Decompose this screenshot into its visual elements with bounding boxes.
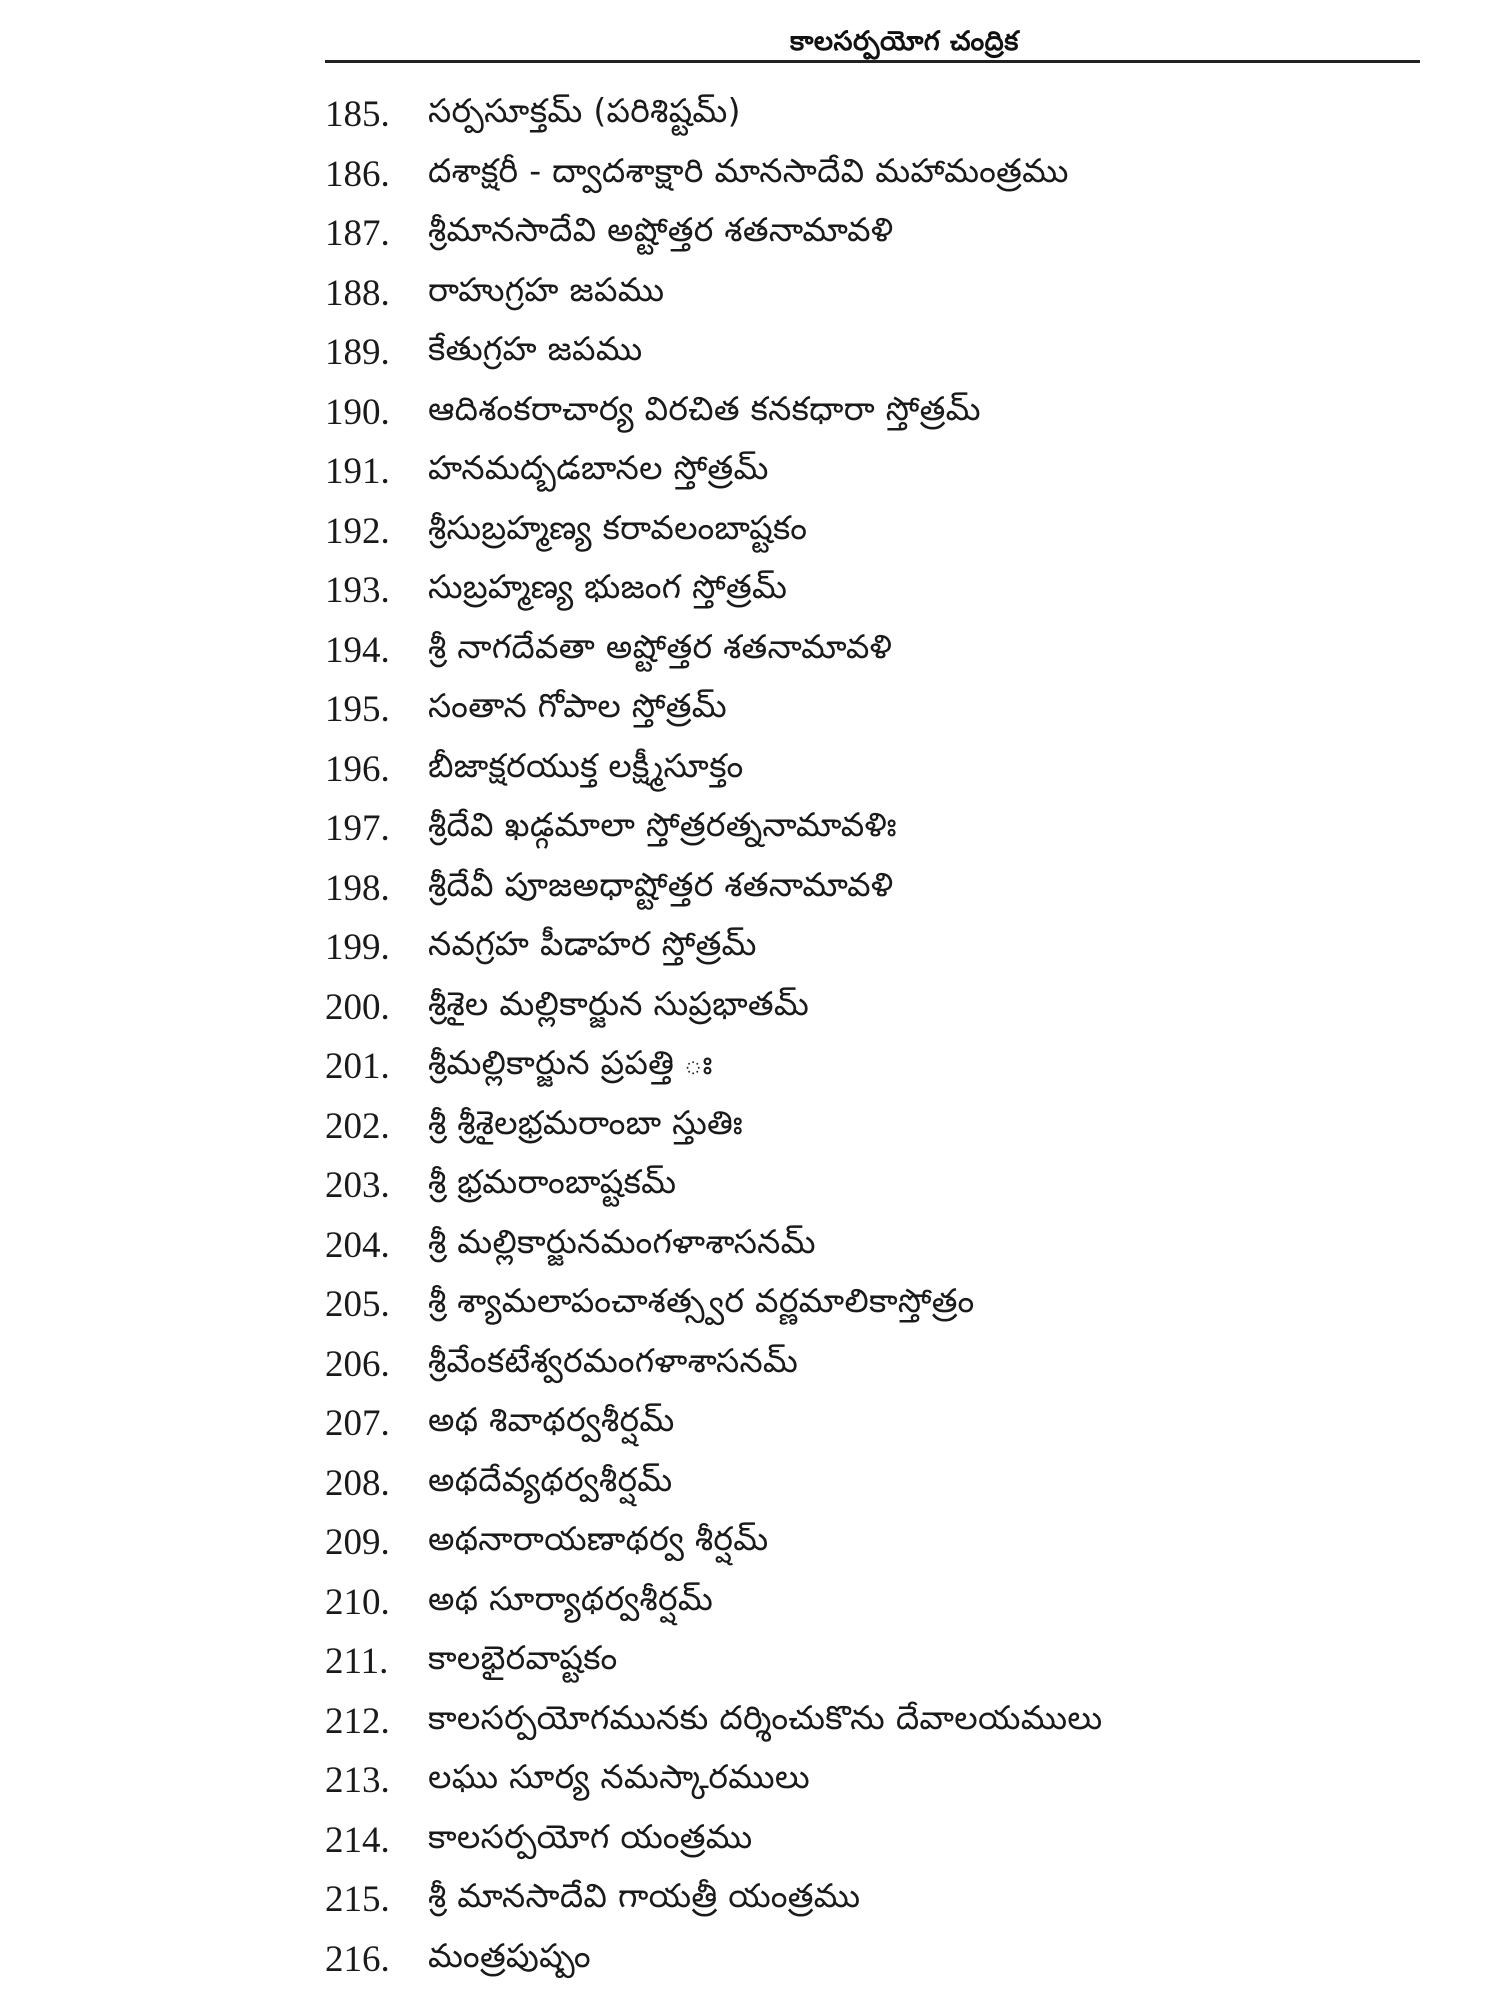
toc-entry-number: 206. xyxy=(325,1343,390,1385)
toc-entry-number: 187. xyxy=(325,213,390,255)
toc-entry xyxy=(325,85,1445,145)
toc-entry-title: బీజాక్షరయుక్త లక్ష్మీసూక్తం xyxy=(428,745,744,785)
toc-entry-title: కాలసర్పయోగమునకు దర్శించుకొను దేవాలయములు xyxy=(428,1697,1103,1737)
toc-entry xyxy=(325,1335,1445,1395)
toc-entry-number: 204. xyxy=(325,1224,390,1266)
toc-entry-number: 197. xyxy=(325,808,390,850)
toc-entry-title: అథ సూర్యాథర్వశీర్షమ్ xyxy=(428,1578,714,1618)
toc-entry-number: 208. xyxy=(325,1462,390,1504)
toc-entry-title: లఘు సూర్య నమస్కారములు xyxy=(428,1757,810,1797)
toc-entry-title: శ్రీ భ్రమరాంబాష్టకమ్ xyxy=(428,1162,677,1202)
toc-entry xyxy=(325,502,1445,562)
toc-entry-title: ఆదిశంకరాచార్య విరచిత కనకధారా స్తోత్రమ్ xyxy=(428,388,981,428)
toc-entry-number: 209. xyxy=(325,1522,390,1564)
toc-entry xyxy=(325,1692,1445,1752)
toc-entry xyxy=(325,323,1445,383)
toc-entry xyxy=(325,1454,1445,1514)
toc-entry-number: 216. xyxy=(325,1938,390,1980)
toc-entry xyxy=(325,1573,1445,1633)
toc-entry-title: శ్రీమల్లికార్జున ప్రపత్తి ః xyxy=(428,1043,713,1083)
toc-entry-title: అథనారాయణాథర్వ శీర్షమ్ xyxy=(428,1519,769,1559)
toc-entry xyxy=(325,621,1445,681)
toc-entry xyxy=(325,145,1445,205)
toc-entry-title: శ్రీసుబ్రహ్మణ్య కరావలంబాష్టకం xyxy=(428,507,808,547)
toc-entry xyxy=(325,918,1445,978)
toc-entry-title: అథదేవ్యథర్వశీర్షమ్ xyxy=(428,1459,673,1499)
toc-entry-number: 202. xyxy=(325,1105,390,1147)
toc-entry-title: శ్రీ శ్యామలాపంచాశత్స్వర వర్ణమాలికాస్తోత్రం xyxy=(428,1281,975,1321)
toc-entry-number: 189. xyxy=(325,332,390,374)
toc-entry-title: కాలభైరవాష్టకం xyxy=(428,1638,618,1678)
toc-entry-number: 196. xyxy=(325,748,390,790)
toc-entry-number: 198. xyxy=(325,867,390,909)
toc-entry xyxy=(325,204,1445,264)
toc-entry-title: నవగ్రహ పీడాహర స్తోత్రమ్ xyxy=(428,924,757,964)
toc-entry-number: 210. xyxy=(325,1581,390,1623)
toc-entry xyxy=(325,442,1445,502)
toc-entry-number: 195. xyxy=(325,689,390,731)
toc-entry xyxy=(325,740,1445,800)
toc-entry xyxy=(325,1751,1445,1811)
toc-entry xyxy=(325,1930,1445,1990)
toc-entry xyxy=(325,978,1445,1038)
toc-entry xyxy=(325,680,1445,740)
toc-entry xyxy=(325,383,1445,443)
toc-entry-number: 211. xyxy=(325,1641,389,1683)
toc-entry-number: 188. xyxy=(325,272,390,314)
toc-entry xyxy=(325,561,1445,621)
toc-entry-number: 186. xyxy=(325,153,390,195)
toc-entry-number: 190. xyxy=(325,391,390,433)
toc-entry-title: హనమద్బడబానల స్తోత్రమ్ xyxy=(428,448,769,488)
toc-entry-title: కాలసర్పయోగ యంత్రము xyxy=(428,1816,753,1856)
toc-entry-title: దశాక్షరీ - ద్వాదశాక్షారి మానసాదేవి మహామంత్రము xyxy=(428,150,1069,190)
toc-entry-title: శ్రీ మల్లికార్జునమంగళాశాసనమ్ xyxy=(428,1221,816,1261)
toc-entry-number: 215. xyxy=(325,1879,390,1921)
toc-entry-number: 212. xyxy=(325,1700,390,1742)
toc-entry xyxy=(325,859,1445,919)
running-head-title: కాలసర్పయోగ చంద్రిక xyxy=(790,26,1019,57)
header-rule xyxy=(325,60,1420,63)
toc-entry xyxy=(325,1811,1445,1871)
toc-entry-title: శ్రీ నాగదేవతా అష్టోత్తర శతనామావళి xyxy=(428,626,893,666)
toc-entry-number: 185. xyxy=(325,94,390,136)
toc-entry xyxy=(325,1156,1445,1216)
toc-entry-number: 214. xyxy=(325,1819,390,1861)
toc-entry xyxy=(325,1275,1445,1335)
toc-entry xyxy=(325,1216,1445,1276)
toc-entry-title: మంత్రపుష్పం xyxy=(428,1935,591,1975)
toc-entry-title: శ్రీ మానసాదేవి గాయత్రీ యంత్రము xyxy=(428,1876,861,1916)
toc-entry xyxy=(325,1037,1445,1097)
toc-entry-title: రాహుగ్రహ జపము xyxy=(428,269,665,309)
toc-entry xyxy=(325,1097,1445,1157)
toc-entry xyxy=(325,1394,1445,1454)
toc-entry xyxy=(325,799,1445,859)
toc-entry-title: శ్రీదేవీ పూజఅధాష్టోత్తర శతనామావళి xyxy=(428,864,894,904)
toc-entry-number: 194. xyxy=(325,629,390,671)
toc-entry-title: అథ శివాథర్వశీర్షమ్ xyxy=(428,1400,675,1440)
toc-entry-title: శ్రీవేంకటేశ్వరమంగళాశాసనమ్ xyxy=(428,1340,799,1380)
toc-entry-title: శ్రీదేవి ఖడ్గమాలా స్తోత్రరత్ననామావళిః xyxy=(428,805,897,845)
toc-entry-number: 205. xyxy=(325,1284,390,1326)
toc-entry-title: సర్పసూక్తమ్ (పరిశిష్టమ్) xyxy=(428,91,741,131)
toc-entry xyxy=(325,1870,1445,1930)
toc-entry-title: శ్రీశైల మల్లికార్జున సుప్రభాతమ్ xyxy=(428,983,810,1023)
toc-entry xyxy=(325,264,1445,324)
toc-entry-title: కేతుగ్రహ జపము xyxy=(428,329,643,369)
toc-entry-title: సంతాన గోపాల స్తోత్రమ్ xyxy=(428,686,727,726)
toc-entry-number: 200. xyxy=(325,986,390,1028)
toc-entry-title: శ్రీ శ్రీశైలభ్రమరాంబా స్తుతిః xyxy=(428,1102,743,1142)
toc-entry-title: శ్రీమానసాదేవి అష్టోత్తర శతనామావళి xyxy=(428,210,894,250)
toc-entry-number: 207. xyxy=(325,1403,390,1445)
toc-entry-number: 199. xyxy=(325,927,390,969)
toc-entry-number: 191. xyxy=(325,451,390,493)
toc-entry-title: సుబ్రహ్మణ్య భుజంగ స్తోత్రమ్ xyxy=(428,567,788,607)
toc-entry-number: 193. xyxy=(325,570,390,612)
toc-entry xyxy=(325,1513,1445,1573)
toc-entry-number: 192. xyxy=(325,510,390,552)
toc-entry-number: 201. xyxy=(325,1046,390,1088)
table-of-contents xyxy=(325,85,1445,1989)
toc-entry xyxy=(325,1632,1445,1692)
toc-entry-number: 203. xyxy=(325,1165,390,1207)
toc-entry-number: 213. xyxy=(325,1760,390,1802)
